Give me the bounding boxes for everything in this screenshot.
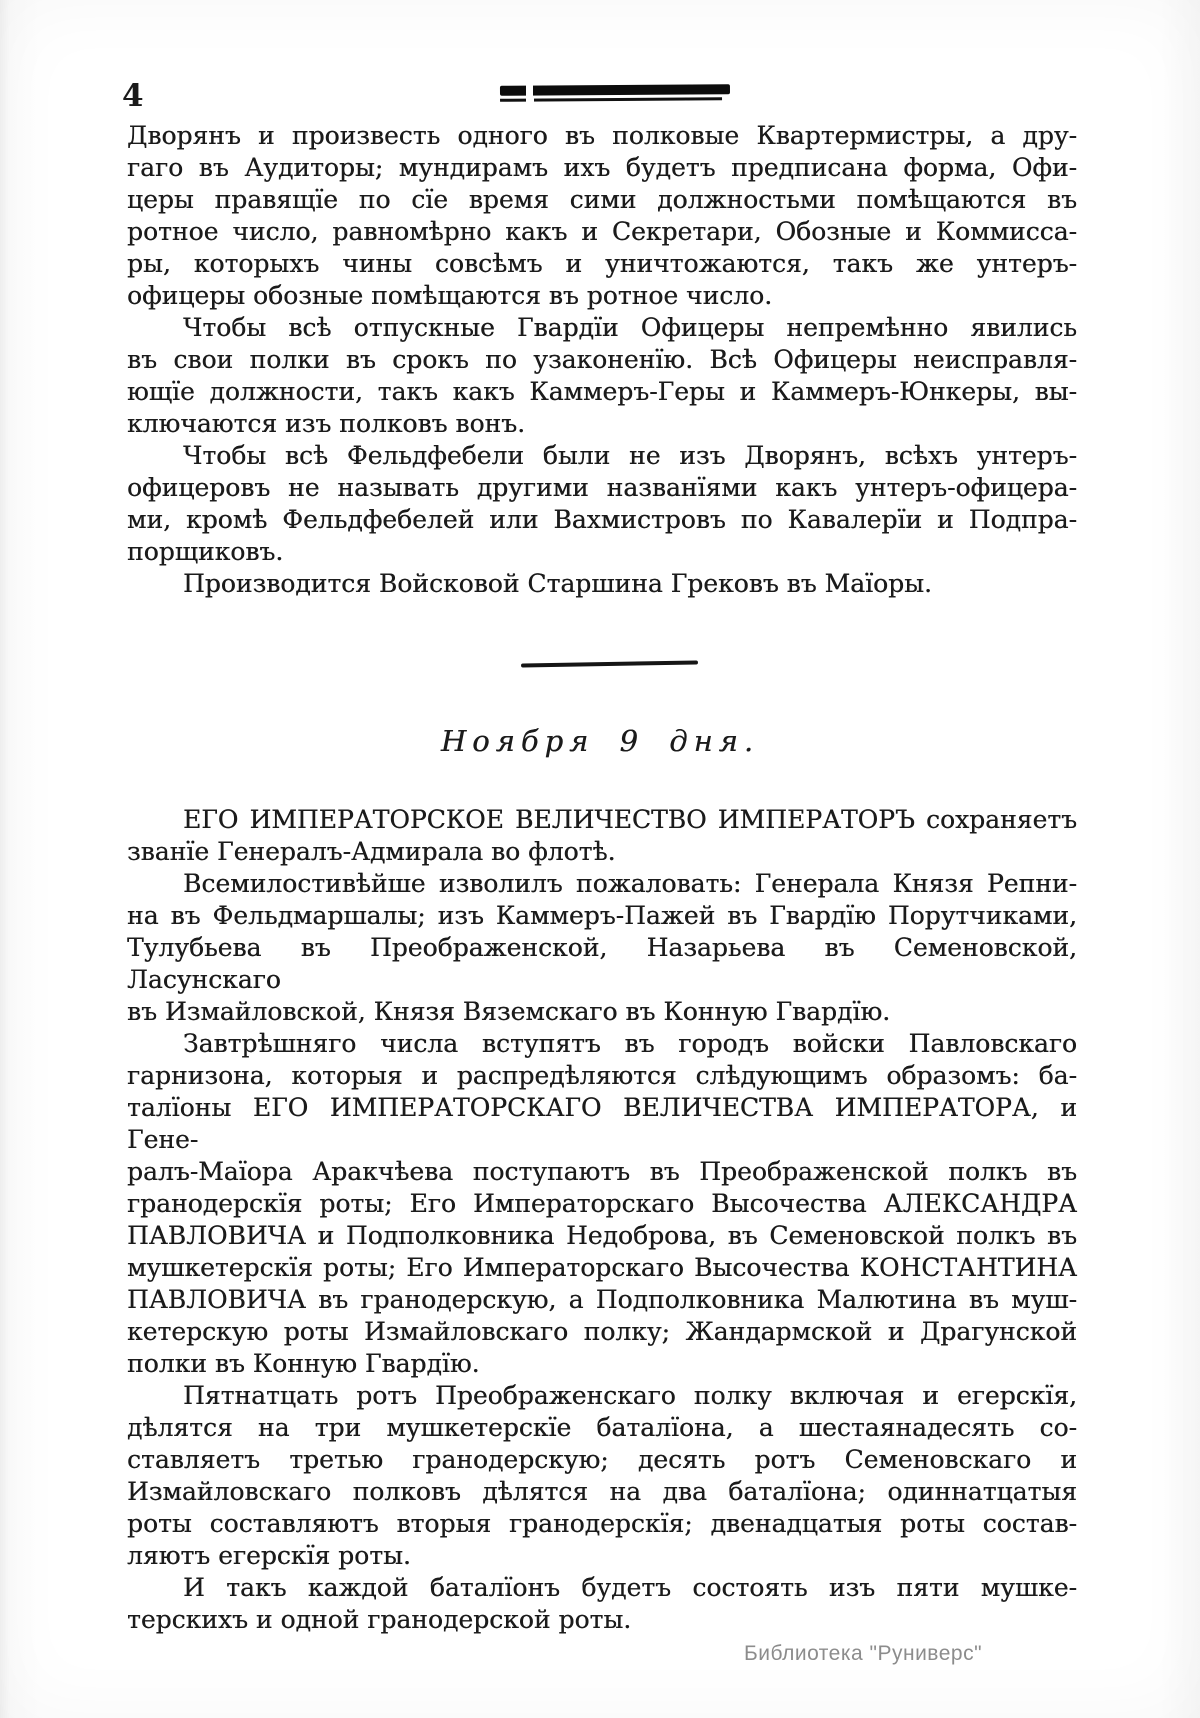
page-number: 4 (122, 78, 144, 114)
paragraph (127, 804, 1077, 868)
text-line: въ свои полки въ срокъ по узаконенїю. Всѣ Офицеры неисправля- (127, 345, 1077, 374)
text-line: ющїе должности, такъ какъ Каммеръ-Геры и Каммеръ-Юнкеры, вы- (127, 377, 1077, 406)
paragraph (127, 1028, 1077, 1380)
text-line: Измайловскаго полковъ дѣлятся на два баталїона; одиннатцатыя (127, 1477, 1077, 1506)
text-line: на въ Фельдмаршалы; изъ Каммеръ-Пажей въ Гвардїю Порутчиками, (127, 901, 1077, 930)
text-line: ПАВЛОВИЧА въ гранодерскую, а Подполковника Малютина въ муш- (127, 1285, 1077, 1314)
text-line: церы правящїе по сїе время сими должностьми помѣщаются въ (127, 185, 1077, 214)
paragraph (127, 1380, 1077, 1572)
text-line: Чтобы всѣ отпускные Гвардїи Офицеры непремѣнно явились (183, 313, 1077, 342)
paragraph (127, 868, 1077, 1028)
text-line: терскихъ и одной гранодерской роты. (127, 1605, 632, 1634)
text-line: гаго въ Аудиторы; мундирамъ ихъ будетъ предписана форма, Офи- (127, 153, 1077, 182)
header-ink-rule (500, 84, 730, 102)
text-line: ротное число, равномѣрно какъ и Секретари, Обозные и Коммисса- (127, 217, 1077, 246)
header-ink-rule-thin (500, 97, 722, 102)
text-line: въ Измайловской, Князя Вяземскаго въ Конную Гвардїю. (127, 997, 891, 1026)
text-line: ралъ-Маїора Аракчѣева поступаютъ въ Преображенской полкъ въ (127, 1157, 1077, 1186)
text-line: Всемилостивѣйше изволилъ пожаловать: Генерала Князя Репни- (183, 869, 1077, 898)
text-line: Дворянъ и произвесть одного въ полковые Квартермистры, а дру- (127, 121, 1077, 150)
text-line: Пятнатцать ротъ Преображенскаго полку включая и егерскїя, (183, 1381, 1077, 1410)
text-line: ры, которыхъ чины совсѣмъ и уничтожаются, такъ же унтеръ- (127, 249, 1077, 278)
text-line: кетерскую роты Измайловскаго полку; Жандармской и Драгунской (127, 1317, 1077, 1346)
paragraph (127, 312, 1077, 440)
text-line: роты составляютъ вторыя гранодерскїя; двенадцатыя роты состав- (127, 1509, 1077, 1538)
text-column-top (127, 120, 1077, 600)
watermark-text: Библиотека "Руниверс" (744, 1642, 983, 1665)
text-line: гарнизона, которыя и распредѣляются слѣдующимъ образомъ: ба- (127, 1061, 1077, 1090)
text-line: ЕГО ИМПЕРАТОРСКОЕ ВЕЛИЧЕСТВО ИМПЕРАТОРЪ сохраняетъ (183, 805, 1077, 834)
text-line: мушкетерскїя роты; Его Императорскаго Высочества КОНСТАНТИНА (127, 1253, 1077, 1282)
text-line: дѣлятся на три мушкетерскїе баталїона, а шестаянадесять со- (127, 1413, 1077, 1442)
text-line: Завтрѣшняго числа вступятъ въ городъ войски Павловскаго (183, 1029, 1077, 1058)
paragraph (127, 1572, 1077, 1636)
text-line: ми, кромѣ Фельдфебелей или Вахмистровъ по Кавалерїи и Подпра- (127, 505, 1077, 534)
text-line: ключаются изъ полковъ вонъ. (127, 409, 526, 438)
text-column-bottom (127, 804, 1077, 1636)
paragraph (127, 120, 1077, 312)
text-line: Чтобы всѣ Фельдфебели были не изъ Дворянъ, всѣхъ унтеръ- (183, 441, 1077, 470)
text-line: Тулубьева въ Преображенской, Назарьева въ Семеновской, Ласунскаго (127, 933, 1077, 994)
text-line: гранодерскїя роты; Его Императорскаго Высочества АЛЕКСАНДРА (127, 1189, 1077, 1218)
paragraph (127, 568, 1077, 600)
text-line: порщиковъ. (127, 537, 284, 566)
header-ink-rule-thick (500, 84, 730, 96)
section-divider-rule (521, 660, 698, 667)
text-line: званїе Генералъ-Адмирала во флотѣ. (127, 837, 616, 866)
section-heading: Ноября 9 дня. (440, 724, 760, 758)
paragraph (127, 440, 1077, 568)
text-line: офицеры обозные помѣщаются въ ротное число. (127, 281, 773, 310)
text-line: Производится Войсковой Старшина Грековъ въ Маїоры. (183, 569, 932, 598)
text-line: ПАВЛОВИЧА и Подполковника Недоброва, въ Семеновской полкъ въ (127, 1221, 1077, 1250)
text-line: ляютъ егерскїя роты. (127, 1541, 411, 1570)
text-line: офицеровъ не называть другими названїями какъ унтеръ-офицера- (127, 473, 1077, 502)
text-line: И такъ каждой баталїонъ будетъ состоять изъ пяти мушке- (183, 1573, 1077, 1602)
text-line: ставляетъ третью гранодерскую; десять ротъ Семеновскаго и (127, 1445, 1077, 1474)
text-line: полки въ Конную Гвардїю. (127, 1349, 480, 1378)
text-line: талїоны ЕГО ИМПЕРАТОРСКАГО ВЕЛИЧЕСТВА ИМПЕРАТОРА, и Гене- (127, 1093, 1077, 1154)
